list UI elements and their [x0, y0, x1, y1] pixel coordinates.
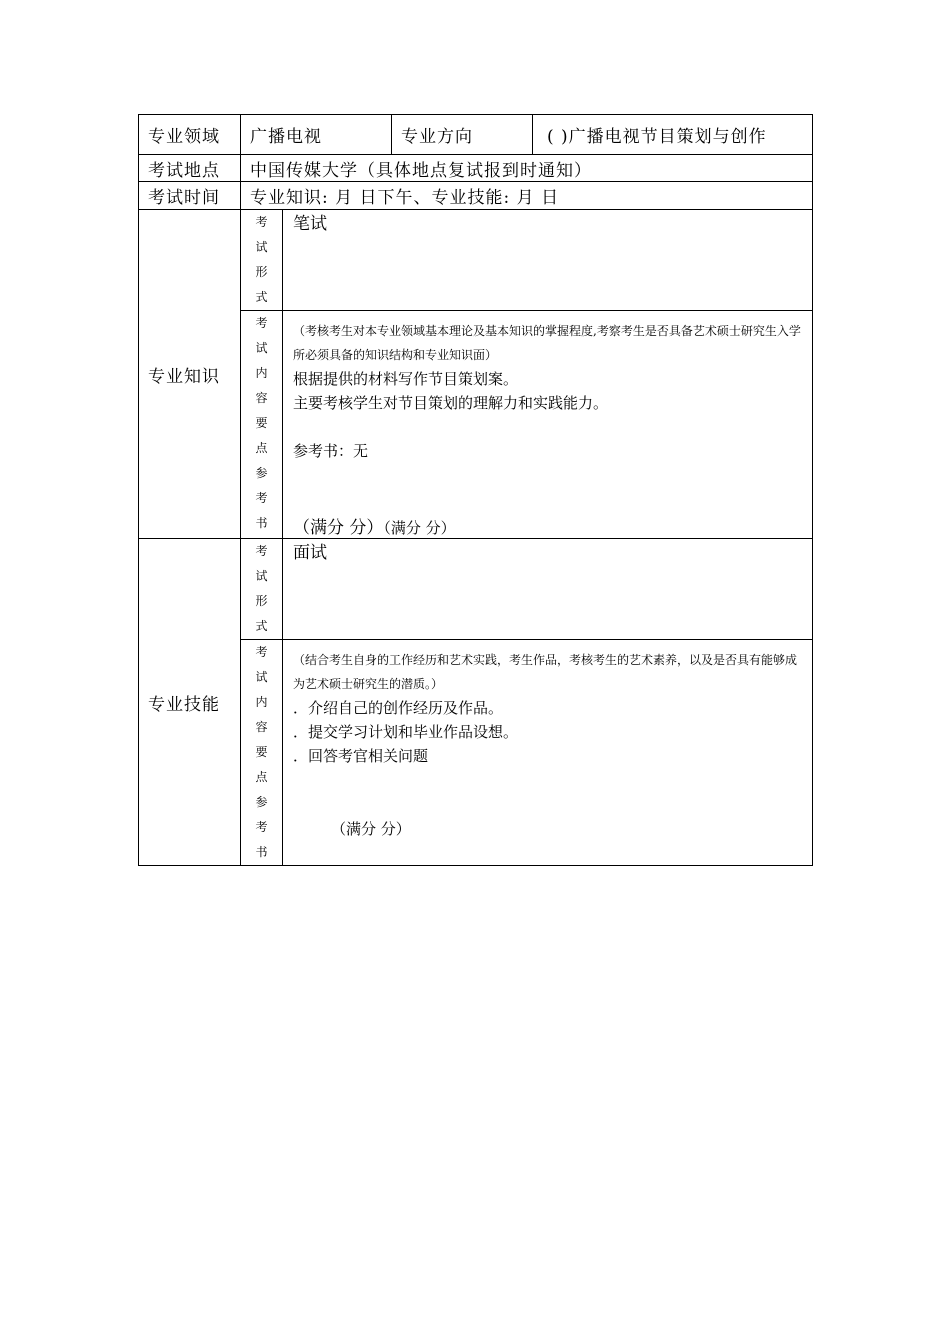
vchar: 书 [255, 516, 268, 530]
knowledge-score-small: （满分 分） [383, 519, 456, 537]
vchar: 考 [255, 645, 268, 659]
skill-line: ．回答考官相关问题 [293, 747, 429, 765]
knowledge-form-vertical-label [241, 210, 283, 311]
skill-form-value: 面试 [293, 543, 327, 563]
skill-form-row [139, 539, 813, 640]
vchar: 参 [255, 795, 268, 809]
vchar: 形 [255, 594, 268, 608]
vchar: 内 [255, 695, 268, 709]
vchar: 考 [255, 820, 268, 834]
time-value: 专业知识: 月 日下午、专业技能: 月 日 [241, 182, 813, 210]
skill-form-cell [283, 539, 813, 640]
vchar: 容 [255, 720, 268, 734]
location-row [139, 155, 813, 182]
knowledge-form-value: 笔试 [293, 214, 327, 234]
knowledge-content-cell [283, 311, 813, 539]
knowledge-label: 专业知识 [139, 210, 241, 539]
skill-content-vertical-label [241, 640, 283, 866]
vchar: 形 [255, 265, 268, 279]
skill-label: 专业技能 [139, 539, 241, 866]
knowledge-form-row [139, 210, 813, 311]
skill-content-cell [283, 640, 813, 866]
time-row [139, 182, 813, 210]
field-value: 广播电视 [241, 115, 392, 155]
skill-form-vertical-label [241, 539, 283, 640]
knowledge-reference: 参考书：无 [293, 442, 369, 460]
skill-line: ．介绍自己的创作经历及作品。 [293, 699, 504, 717]
knowledge-line: 主要考核学生对节目策划的理解力和实践能力。 [293, 394, 609, 412]
knowledge-content-row [139, 311, 813, 539]
direction-value: ( )广播电视节目策划与创作 [533, 115, 813, 155]
vchar: 式 [255, 290, 268, 304]
vchar: 参 [255, 466, 268, 480]
vchar: 试 [255, 341, 268, 355]
knowledge-score [293, 513, 804, 538]
location-label: 考试地点 [139, 155, 241, 182]
vchar: 试 [255, 670, 268, 684]
skill-note: （结合考生自身的工作经历和艺术实践，考生作品，考核考生的艺术素养，以及是否具有能够成为艺术硕士研究生的潜质。） [293, 653, 798, 691]
vchar: 试 [255, 569, 268, 583]
knowledge-form-cell [283, 210, 813, 311]
vchar: 点 [255, 770, 268, 784]
vchar: 式 [255, 619, 268, 633]
knowledge-note: （考核考生对本专业领域基本理论及基本知识的掌握程度,考察考生是否具备艺术硕士研究生入学所必须具备的知识结构和专业知识面） [293, 324, 801, 362]
vchar: 考 [255, 491, 268, 505]
vchar: 容 [255, 391, 268, 405]
vchar: 考 [255, 316, 268, 330]
vchar: 要 [255, 745, 268, 759]
skill-score: （满分 分） [331, 820, 411, 838]
vchar: 考 [255, 215, 268, 229]
vchar: 试 [255, 240, 268, 254]
knowledge-score-big: （满分 分） [293, 518, 384, 538]
field-label: 专业领域 [139, 115, 241, 155]
skill-content-row [139, 640, 813, 866]
vchar: 要 [255, 416, 268, 430]
header-row [139, 115, 813, 155]
vchar: 点 [255, 441, 268, 455]
location-value: 中国传媒大学（具体地点复试报到时通知） [241, 155, 813, 182]
time-label: 考试时间 [139, 182, 241, 210]
exam-info-table [138, 114, 813, 866]
knowledge-line: 根据提供的材料写作节目策划案。 [293, 370, 519, 388]
vchar: 内 [255, 366, 268, 380]
vchar: 考 [255, 544, 268, 558]
direction-label: 专业方向 [392, 115, 533, 155]
vchar: 书 [255, 845, 268, 859]
knowledge-content-vertical-label [241, 311, 283, 539]
skill-line: ．提交学习计划和毕业作品设想。 [293, 723, 519, 741]
